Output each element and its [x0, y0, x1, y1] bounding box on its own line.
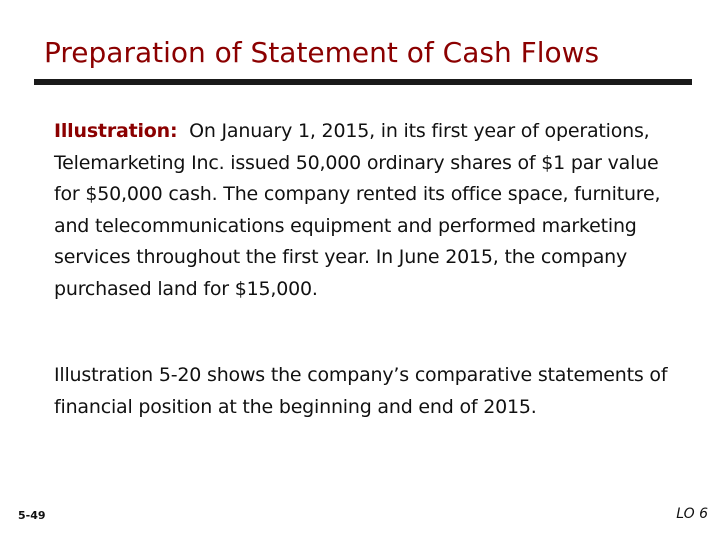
learning-objective-tag: LO 6 [676, 506, 708, 522]
title-underline-rule [34, 79, 692, 85]
illustration-body-text: On January 1, 2015, in its first year of operations, Telemarketing Inc. issued 50,000 ordinary shares of $1 par value for $50,000 cash. The company rented its office space, furniture, and telecommunications equipment and performed marketing services throughout the first year. In June 2015, the company purchased land for $15,000. [54, 120, 661, 300]
reference-paragraph: Illustration 5-20 shows the company’s comparative statements of financial position at the beginning and end of 2015. [54, 364, 668, 418]
illustration-lead-label: Illustration: [54, 120, 178, 142]
slide-title: Preparation of Statement of Cash Flows [44, 36, 600, 69]
slide-number: 5-49 [18, 509, 46, 522]
illustration-paragraph [54, 116, 684, 305]
